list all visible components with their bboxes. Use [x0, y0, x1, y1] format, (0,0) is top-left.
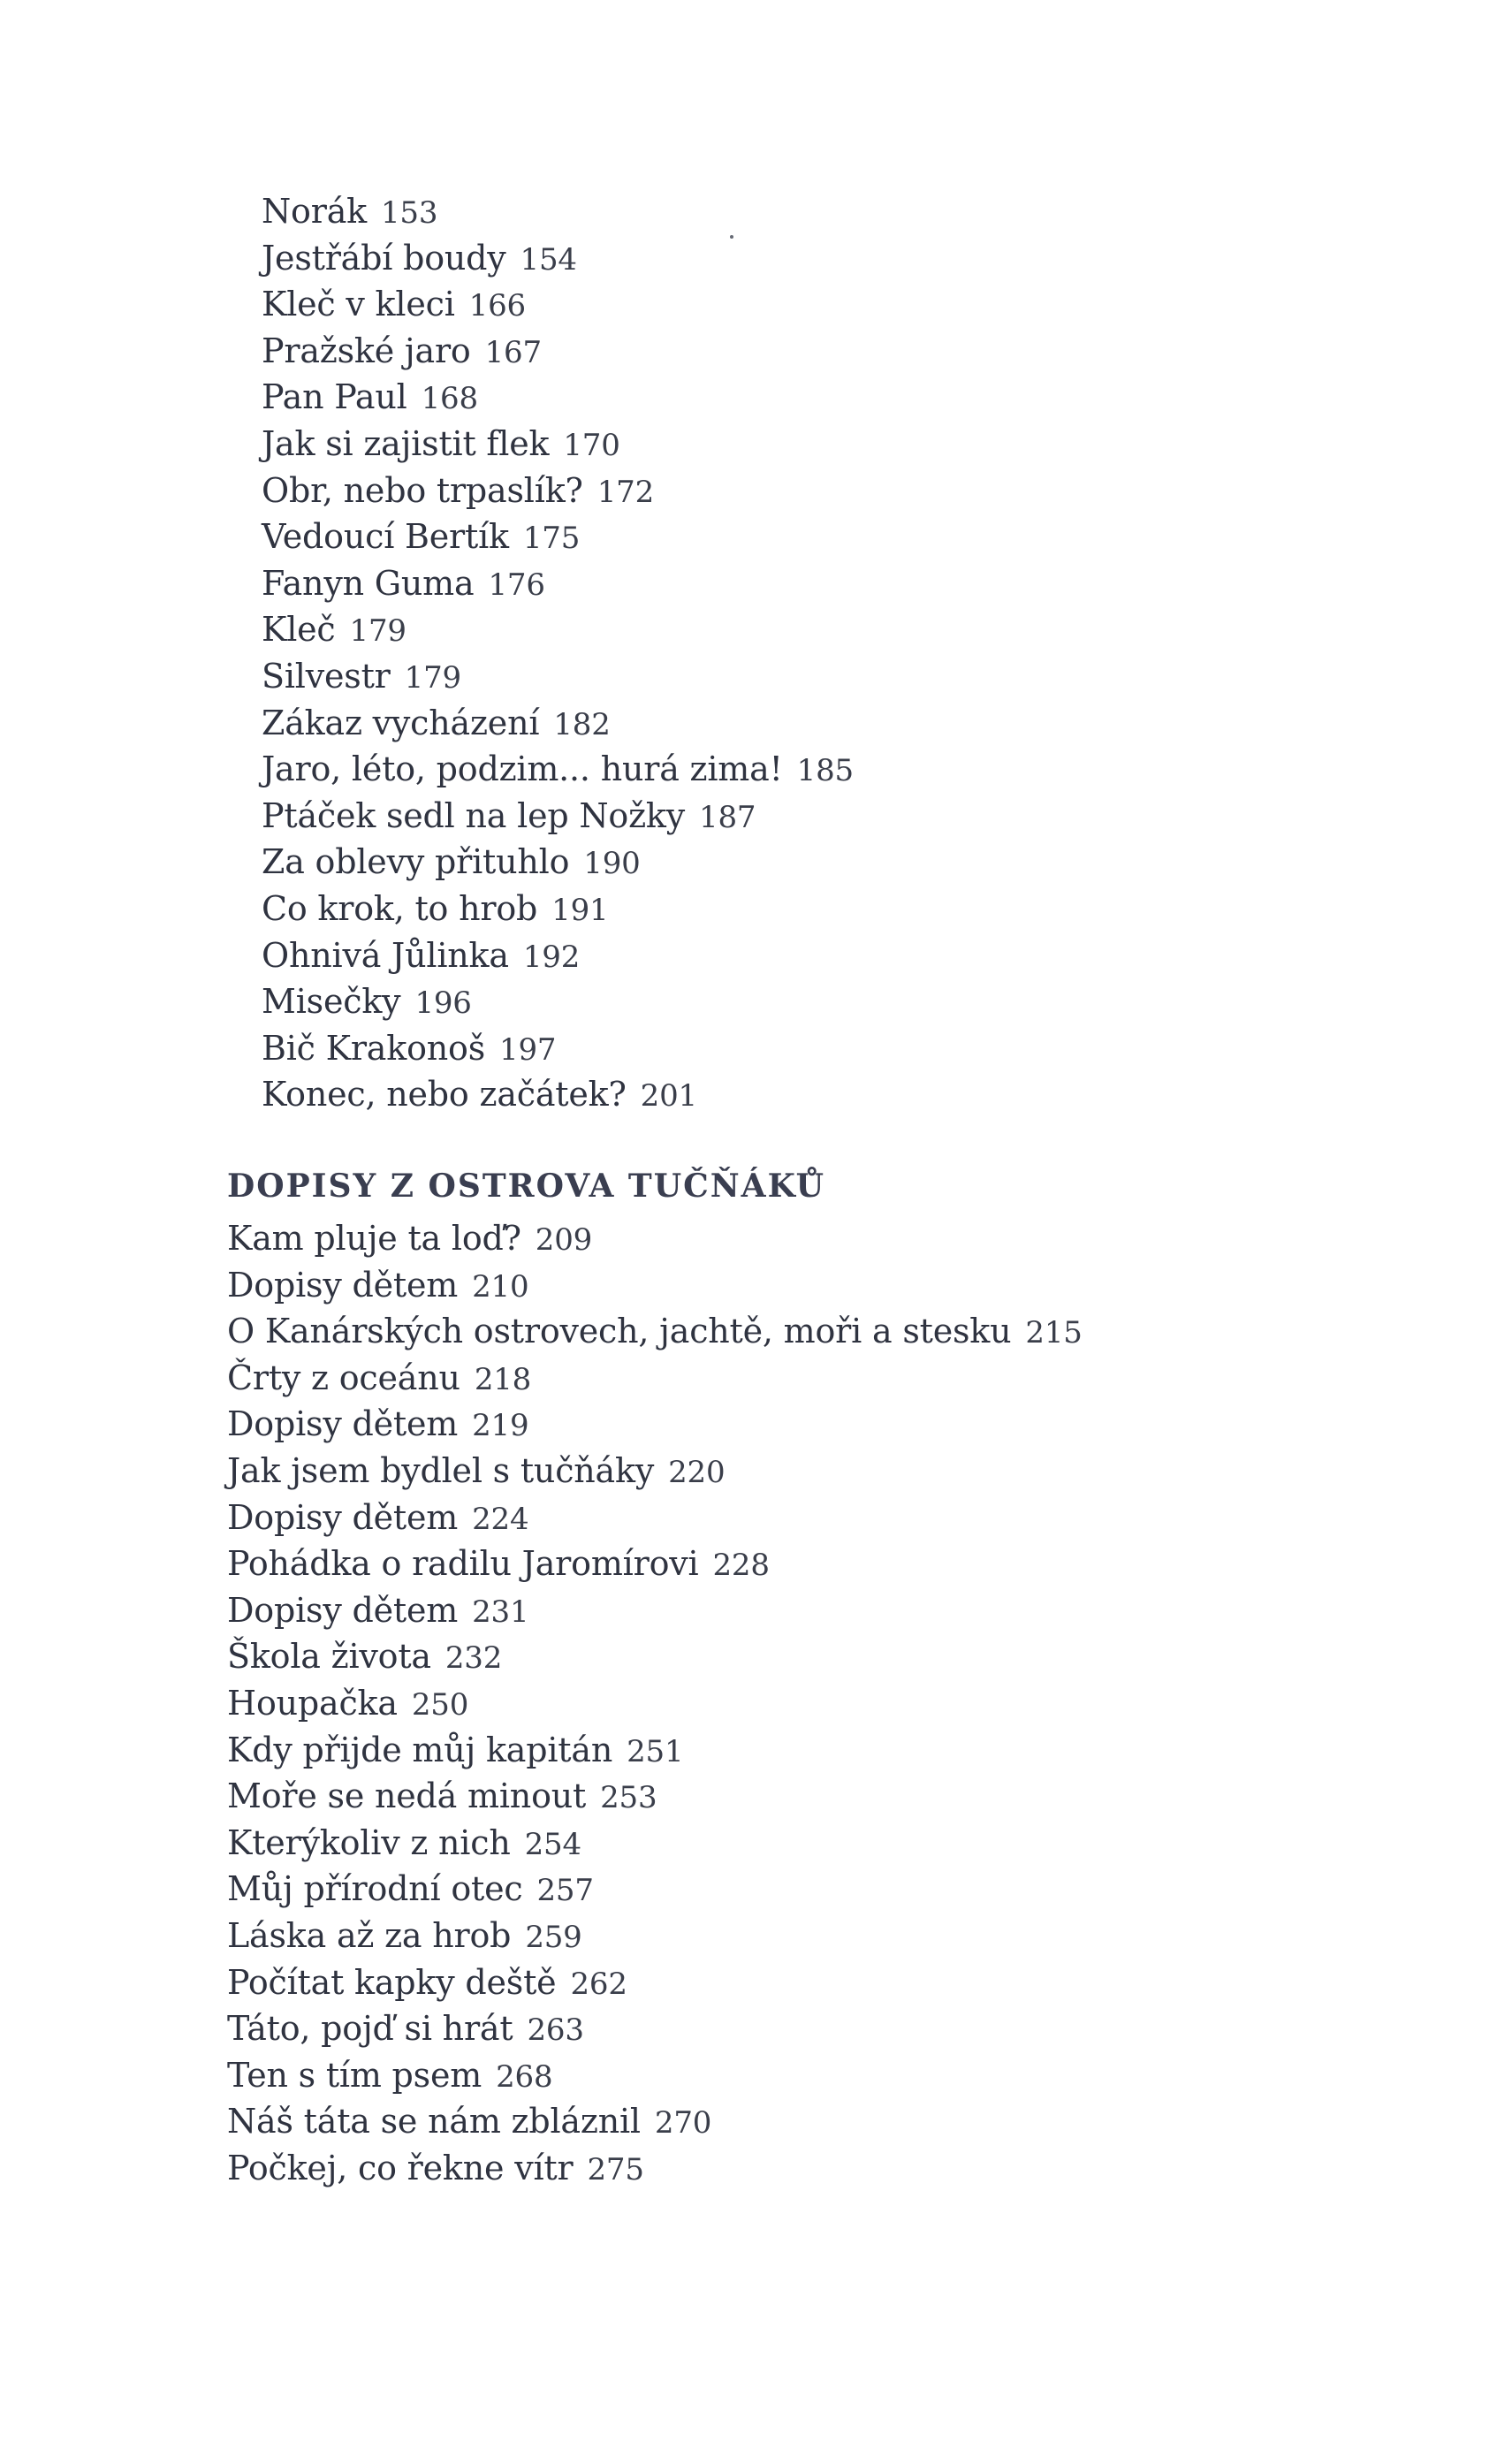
entry-title: Jaro, léto, podzim... hurá zima! — [262, 749, 783, 789]
entry-page: 179 — [349, 613, 406, 650]
entry-page: 167 — [484, 334, 542, 370]
toc-entry — [262, 188, 854, 235]
entry-title: O Kanárských ostrovech, jachtě, moři a stesku — [227, 1312, 1012, 1351]
toc-entry — [262, 1025, 854, 1072]
entry-page: 210 — [472, 1268, 529, 1305]
entry-page: 232 — [444, 1640, 503, 1677]
toc-entry — [227, 1820, 1083, 1867]
entry-title: Zákaz vycházení — [262, 703, 540, 742]
toc-entry — [227, 1355, 1083, 1402]
entry-page: 224 — [472, 1501, 529, 1537]
toc-entry — [262, 560, 854, 607]
entry-page: 166 — [468, 288, 526, 324]
entry-title: Bič Krakonoš — [262, 1028, 486, 1068]
entry-page: 192 — [522, 939, 581, 975]
entry-page: 228 — [712, 1548, 770, 1584]
toc-entry — [227, 1959, 1083, 2006]
entry-page: 215 — [1025, 1315, 1083, 1351]
entry-page: 254 — [524, 1826, 581, 1862]
entry-title: Dopisy dětem — [227, 1590, 459, 1630]
entry-page: 268 — [496, 2058, 553, 2095]
toc-entry — [262, 1071, 854, 1118]
entry-page: 168 — [421, 381, 478, 417]
entry-title: Co krok, to hrob — [262, 888, 538, 928]
entry-page: 257 — [536, 1873, 594, 1909]
toc-entry — [227, 1308, 1083, 1355]
entry-page: 209 — [535, 1222, 593, 1258]
toc-entry — [227, 1866, 1083, 1913]
toc-section-continued — [262, 188, 854, 1118]
entry-page: 185 — [796, 753, 854, 789]
entry-title: Jak si zajistit flek — [262, 423, 550, 463]
toc-entry — [227, 1262, 1083, 1309]
entry-title: Dopisy dětem — [227, 1497, 459, 1537]
entry-page: 250 — [411, 1686, 469, 1723]
entry-title: Jestřábí boudy — [262, 238, 506, 278]
section-heading: DOPISY Z OSTROVA TUČŇÁKŮ — [227, 1168, 825, 1205]
entry-title: Počítat kapky deště — [227, 1962, 557, 2002]
toc-entry — [262, 468, 854, 514]
toc-entry — [227, 1587, 1083, 1634]
entry-title: Kam pluje ta loď? — [227, 1219, 521, 1258]
entry-title: Kleč — [262, 610, 336, 650]
toc-entry — [262, 235, 854, 282]
toc-entry — [227, 1773, 1083, 1820]
toc-entry — [262, 746, 854, 793]
entry-page: 231 — [472, 1594, 529, 1630]
toc-entry — [262, 606, 854, 653]
entry-title: Obr, nebo trpaslík? — [262, 470, 583, 510]
entry-title: Vedoucí Bertík — [262, 517, 509, 557]
entry-page: 191 — [551, 892, 609, 928]
entry-page: 196 — [414, 985, 472, 1022]
toc-entry — [227, 1913, 1083, 1959]
entry-page: 197 — [499, 1031, 557, 1068]
entry-title: Pražské jaro — [262, 331, 471, 370]
entry-page: 220 — [668, 1454, 726, 1490]
toc-list — [227, 1215, 1083, 2191]
toc-entry — [262, 421, 854, 468]
entry-title: Náš táta se nám zbláznil — [227, 2102, 641, 2142]
entry-page: 218 — [474, 1361, 532, 1397]
entry-page: 187 — [699, 799, 756, 835]
entry-page: 153 — [380, 195, 438, 231]
toc-entry — [262, 328, 854, 375]
entry-title: Moře se nedá minout — [227, 1776, 587, 1816]
entry-title: Počkej, co řekne vítr — [227, 2148, 574, 2187]
toc-entry — [262, 700, 854, 747]
entry-title: Silvestr — [262, 656, 391, 696]
entry-page: 176 — [488, 567, 545, 603]
toc-entry — [262, 281, 854, 328]
toc-entry — [227, 1448, 1083, 1495]
entry-page: 172 — [596, 474, 654, 510]
entry-page: 154 — [520, 241, 577, 278]
entry-title: Fanyn Guma — [262, 563, 475, 603]
entry-title: Láska až za hrob — [227, 1915, 512, 1955]
entry-page: 201 — [640, 1078, 697, 1114]
entry-title: Táto, pojď si hrát — [227, 2009, 513, 2049]
entry-page: 190 — [583, 846, 641, 882]
entry-page: 182 — [553, 706, 611, 742]
toc-entry — [262, 978, 854, 1025]
entry-page: 251 — [627, 1733, 684, 1769]
toc-entry — [262, 793, 854, 840]
entry-title: Můj přírodní otec — [227, 1869, 523, 1909]
entry-title: Ten s tím psem — [227, 2055, 482, 2095]
entry-title: Kterýkoliv z nich — [227, 1822, 511, 1862]
entry-title: Škola života — [227, 1637, 431, 1677]
entry-page: 270 — [654, 2105, 712, 2142]
toc-entry — [227, 1541, 1083, 1587]
toc-entry — [227, 1727, 1083, 1774]
entry-page: 179 — [404, 659, 461, 696]
toc-entry — [227, 2145, 1083, 2192]
entry-title: Houpačka — [227, 1683, 398, 1723]
toc-entry — [227, 1215, 1083, 1262]
entry-title: Črty z oceánu — [227, 1358, 460, 1397]
entry-page: 175 — [522, 521, 581, 557]
toc-entry — [227, 1633, 1083, 1680]
entry-title: Dopisy dětem — [227, 1404, 459, 1444]
entry-title: Misečky — [262, 982, 401, 1022]
entry-page: 170 — [563, 427, 620, 463]
toc-entry — [227, 2052, 1083, 2099]
toc-list — [262, 188, 854, 1118]
toc-entry — [227, 1495, 1083, 1541]
entry-title: Konec, nebo začátek? — [262, 1075, 627, 1114]
entry-title: Za oblevy přituhlo — [262, 842, 570, 882]
toc-entry — [262, 886, 854, 932]
toc-entry — [262, 653, 854, 700]
entry-page: 253 — [600, 1780, 657, 1816]
entry-title: Dopisy dětem — [227, 1265, 459, 1305]
toc-section-dopisy — [227, 1160, 1083, 2191]
entry-page: 219 — [472, 1408, 529, 1444]
entry-title: Jak jsem bydlel s tučňáky — [227, 1450, 655, 1490]
entry-title: Ohnivá Jůlinka — [262, 935, 509, 975]
entry-page: 262 — [570, 1966, 627, 2002]
toc-entry — [262, 374, 854, 421]
toc-entry — [227, 1680, 1083, 1727]
entry-page: 275 — [587, 2151, 644, 2187]
toc-entry — [262, 514, 854, 560]
toc-entry — [262, 839, 854, 886]
toc-entry — [227, 2098, 1083, 2145]
entry-title: Ptáček sedl na lep Nožky — [262, 795, 686, 835]
entry-title: Kdy přijde můj kapitán — [227, 1730, 613, 1769]
entry-title: Kleč v kleci — [262, 285, 455, 324]
entry-title: Norák — [262, 192, 367, 231]
entry-title: Pan Paul — [262, 377, 407, 417]
entry-page: 263 — [527, 2012, 584, 2049]
toc-entry — [227, 2005, 1083, 2052]
entry-title: Pohádka o radilu Jaromírovi — [227, 1544, 699, 1584]
toc-entry — [227, 1401, 1083, 1448]
entry-page: 259 — [525, 1919, 582, 1955]
toc-entry — [262, 932, 854, 979]
